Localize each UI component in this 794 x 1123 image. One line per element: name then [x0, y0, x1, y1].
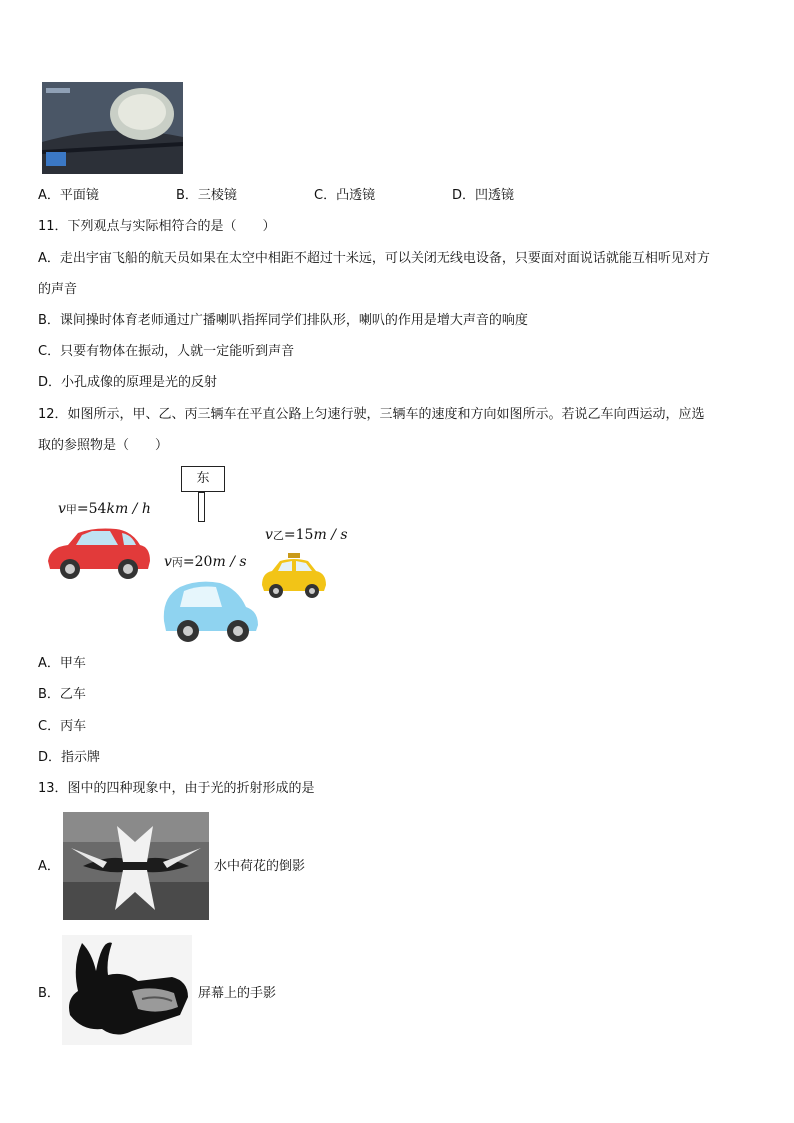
q10-option-a[interactable] [38, 187, 99, 205]
q10-option-a-text: 平面镜 [59, 188, 99, 203]
q10-option-c-text: 凸透镜 [336, 188, 376, 203]
velocity-bing-symbol: v [164, 554, 172, 570]
q10-option-c-letter: C． [314, 188, 337, 203]
velocity-bing-subscript: 丙 [171, 556, 183, 569]
q10-option-c[interactable] [314, 187, 375, 205]
q10-option-d[interactable] [452, 187, 514, 205]
q13-stem: 13．图中的四种现象中，由于光的折射形成的是 [38, 781, 315, 796]
q11-option-d[interactable]: D．小孔成像的原理是光的反射 [38, 375, 218, 390]
velocity-bing-label [164, 554, 247, 570]
q10-option-b[interactable] [176, 187, 237, 205]
q10-option-b-text: 三棱镜 [197, 188, 237, 203]
velocity-jia-unit: km / h [106, 501, 151, 517]
velocity-jia-subscript: 甲 [65, 503, 77, 516]
hand-shadow-drawing [62, 935, 192, 1045]
lotus-reflection-photo [63, 812, 209, 920]
q10-option-b-letter: B． [176, 188, 198, 203]
east-sign [181, 466, 225, 492]
blue-car-icon [158, 577, 263, 643]
windshield-photo [42, 82, 183, 174]
q13-option-a-letter[interactable]: A． [38, 859, 60, 874]
yellow-car-icon [258, 551, 330, 599]
red-car-icon [44, 525, 154, 583]
hand-shadow-photo [62, 935, 192, 1045]
q11-option-a[interactable]: A．走出宇宙飞船的航天员如果在太空中相距不超过十米远，可以关闭无线电设备，只要面对面说话就能互相听见对方 [38, 251, 710, 266]
q12-option-c[interactable]: C．丙车 [38, 719, 87, 734]
velocity-jia-value: =54 [76, 501, 107, 517]
q10-option-d-letter: D． [452, 188, 476, 203]
q13-option-b-caption: 屏幕上的手影 [198, 986, 277, 1001]
velocity-yi-symbol: v [265, 527, 273, 543]
velocity-bing-unit: m / s [212, 554, 247, 570]
q12-option-d[interactable]: D．指示牌 [38, 750, 101, 765]
velocity-yi-value: =15 [283, 527, 314, 543]
q12-stem-line2: 取的参照物是（ ） [38, 438, 169, 453]
q11-option-c[interactable]: C．只要有物体在振动，人就一定能听到声音 [38, 344, 295, 359]
q11-stem: 11．下列观点与实际相符合的是（ ） [38, 219, 276, 234]
q12-option-a[interactable]: A．甲车 [38, 656, 86, 671]
q13-option-b-letter[interactable]: B． [38, 986, 60, 1001]
q10-option-d-text: 凹透镜 [475, 188, 515, 203]
q12-stem-line1: 12．如图所示，甲、乙、丙三辆车在平直公路上匀速行驶，三辆车的速度和方向如图所示。若说乙车向西运动，应选 [38, 407, 705, 422]
q11-option-a-continued: 的声音 [38, 282, 78, 297]
velocity-yi-subscript: 乙 [272, 529, 284, 542]
velocity-jia-label [58, 501, 151, 517]
velocity-yi-label [265, 527, 348, 543]
lotus-reflection-drawing [63, 812, 209, 920]
q12-option-b[interactable]: B．乙车 [38, 687, 86, 702]
velocity-bing-value: =20 [182, 554, 213, 570]
velocity-jia-symbol: v [58, 501, 66, 517]
q13-option-a-caption: 水中荷花的倒影 [214, 859, 306, 874]
east-sign-label: 东 [196, 471, 210, 486]
q10-option-a-letter: A． [38, 188, 60, 203]
velocity-yi-unit: m / s [313, 527, 348, 543]
east-sign-post [198, 492, 205, 522]
windshield-photo-drawing [42, 82, 183, 174]
q11-option-b[interactable]: B．课间操时体育老师通过广播喇叭指挥同学们排队形，喇叭的作用是增大声音的响度 [38, 313, 528, 328]
